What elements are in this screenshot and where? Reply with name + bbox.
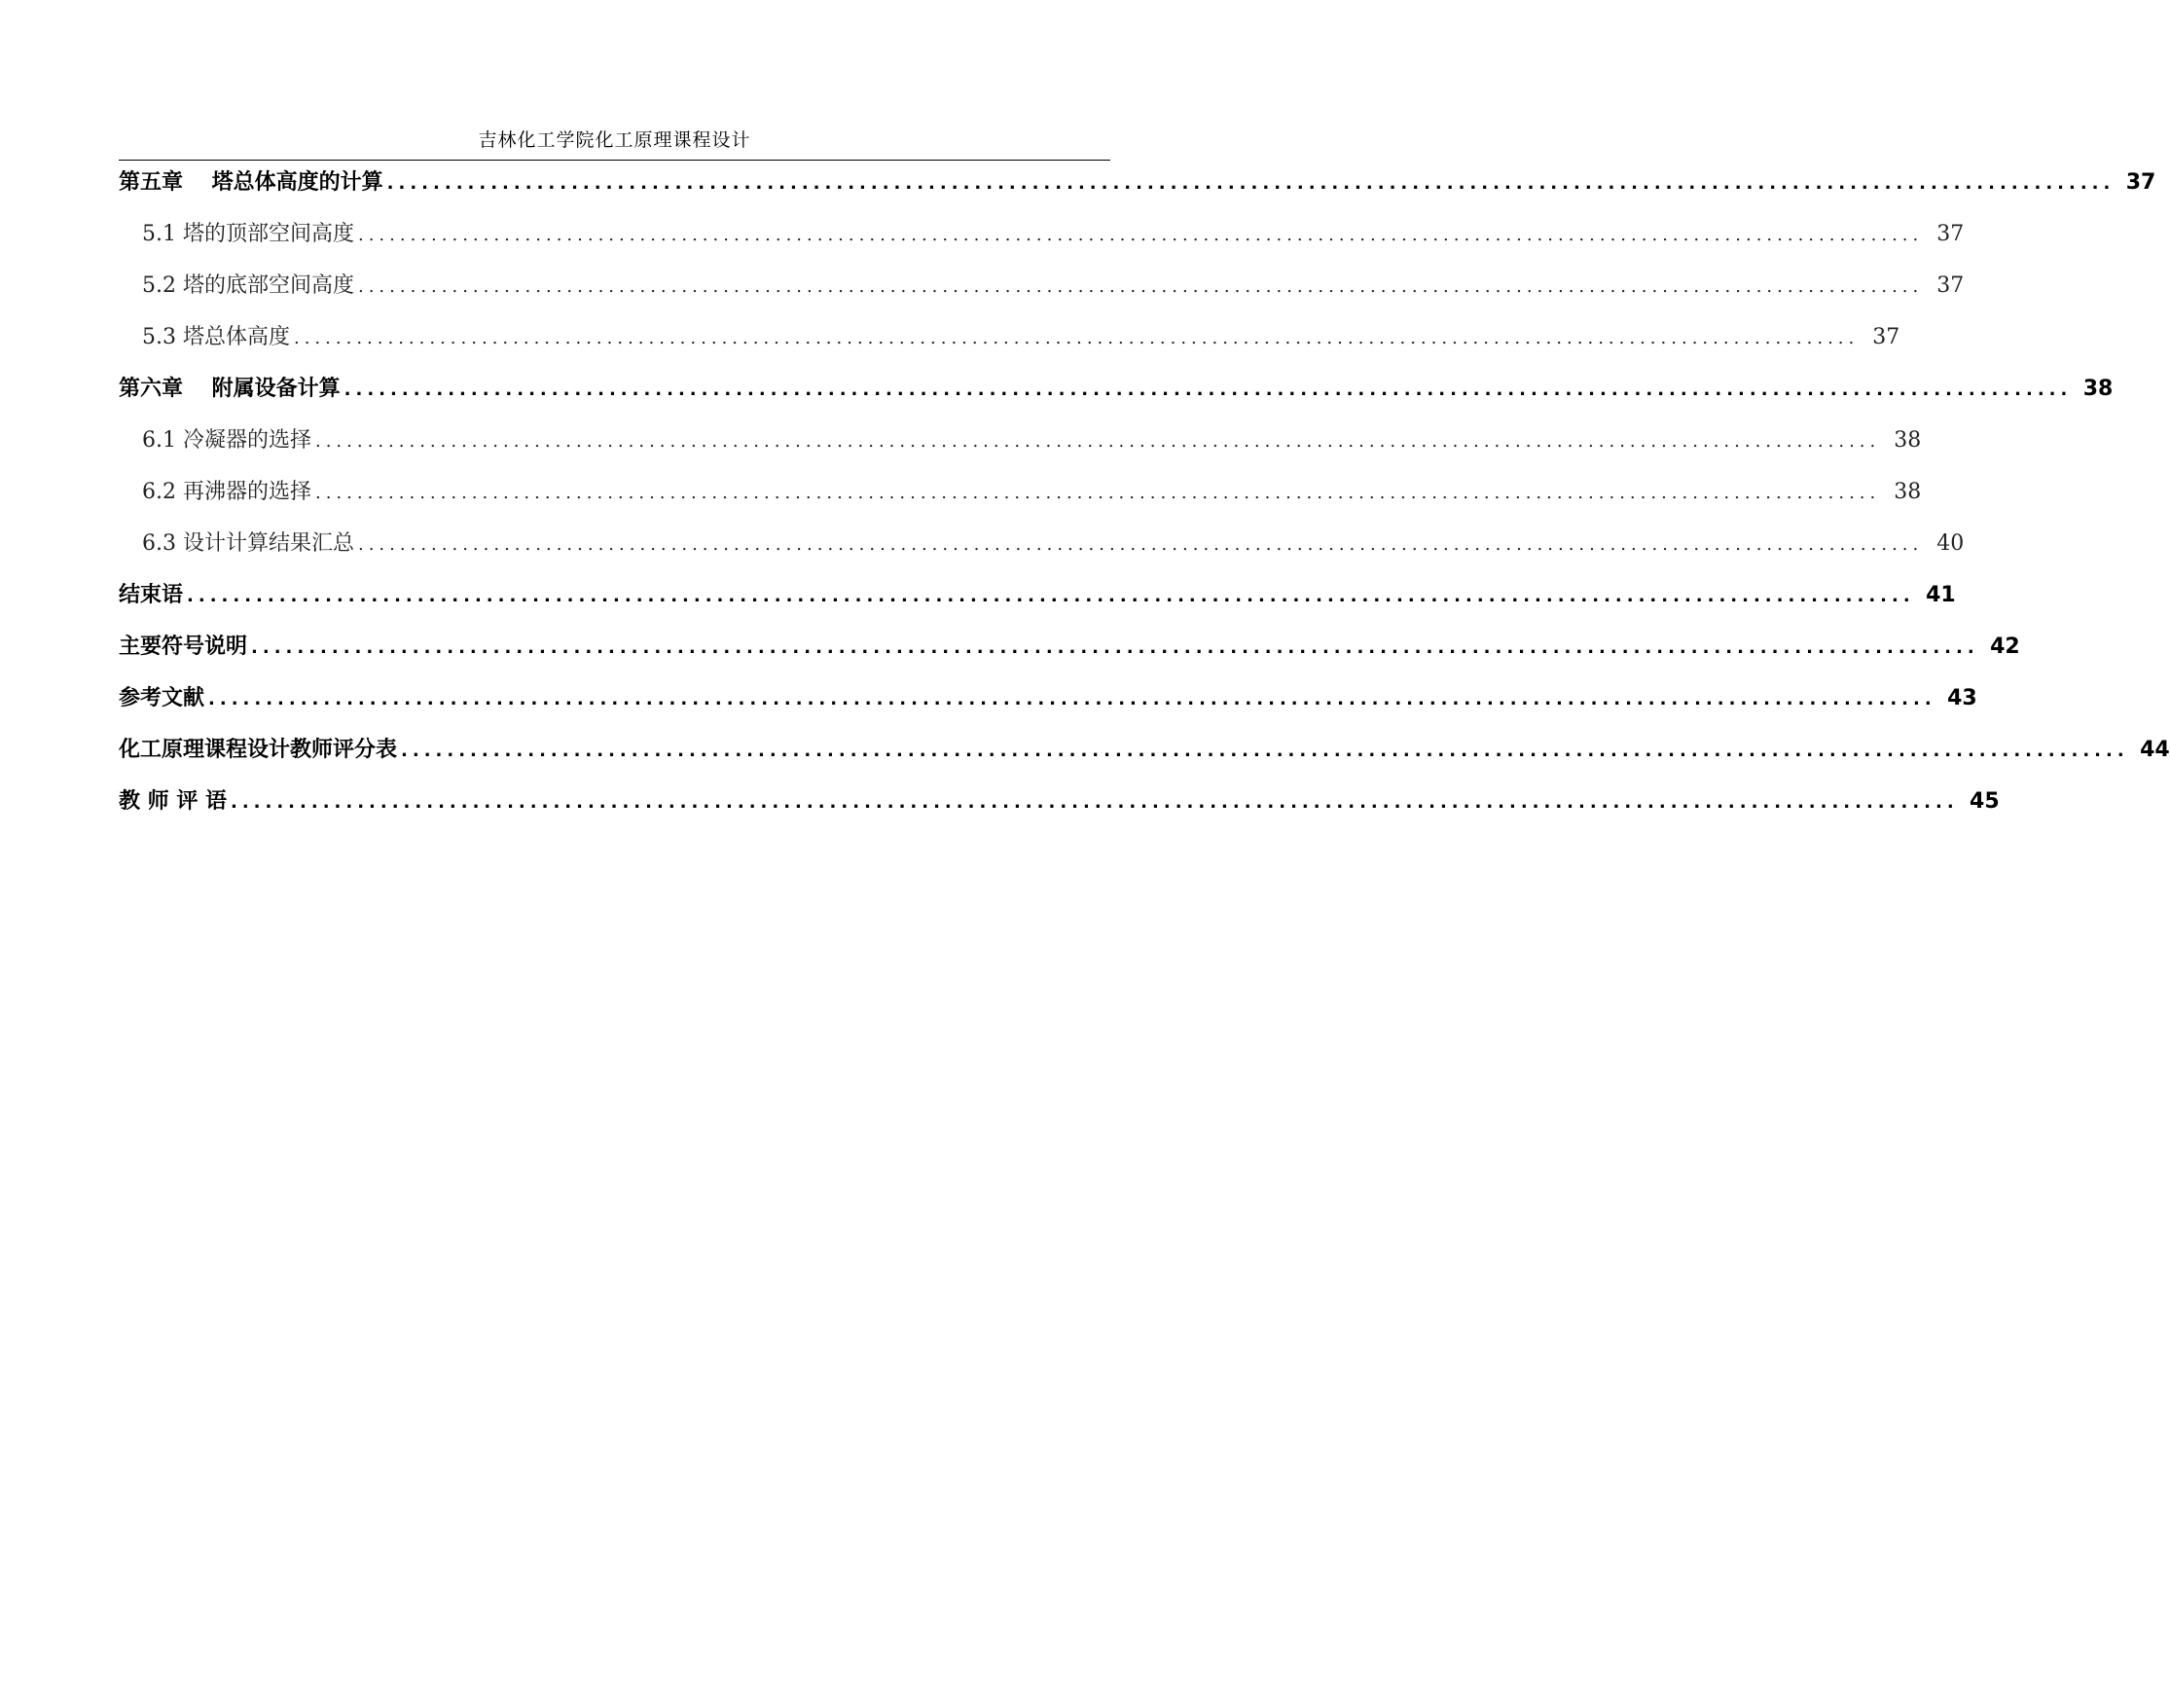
- toc-entry-grading-sheet[interactable]: [119, 724, 2170, 776]
- toc-dot-leader: ......................................................................................................................................................: [357, 534, 1924, 555]
- toc-dot-leader: ......................................................................................................................................................: [251, 637, 1979, 658]
- toc-page-number: 38: [1894, 480, 1922, 504]
- toc-entry-6-1[interactable]: [119, 415, 1922, 466]
- toc-entry-5-2[interactable]: [119, 260, 1965, 311]
- toc-page-number: 37: [1936, 273, 1965, 298]
- toc-dot-leader: ......................................................................................................................................................: [208, 689, 1936, 709]
- toc-page-number: 43: [1947, 686, 1977, 710]
- page-header: [119, 127, 1110, 161]
- toc-dot-leader: ......................................................................................................................................................: [401, 741, 2129, 761]
- toc-entry-symbols[interactable]: [119, 621, 2020, 672]
- toc-entry-5-1[interactable]: [119, 208, 1965, 260]
- toc-entry-references[interactable]: [119, 672, 1977, 724]
- toc-entry-title: 参考文献: [119, 686, 205, 710]
- toc-page-number: 42: [1990, 635, 2020, 659]
- header-title: 吉林化工学院化工原理课程设计: [478, 129, 751, 151]
- toc-page-number: 45: [1970, 789, 2000, 814]
- toc-entry-6-2[interactable]: [119, 466, 1922, 518]
- toc-entry-conclusion[interactable]: [119, 569, 1956, 621]
- toc-page-number: 38: [1894, 428, 1922, 453]
- toc-entry-title: 6.2 再沸器的选择: [142, 480, 311, 504]
- toc-page-number: 38: [2082, 377, 2114, 401]
- toc-dot-leader: ......................................................................................................................................................: [344, 380, 2073, 400]
- toc-dot-leader: ......................................................................................................................................................: [314, 431, 1881, 452]
- toc-entry-title: 5.1 塔的顶部空间高度: [142, 222, 354, 246]
- toc-entry-title: 第五章 塔总体高度的计算: [119, 170, 383, 195]
- table-of-contents: [119, 157, 2170, 827]
- toc-page-number: 37: [1872, 325, 1900, 349]
- toc-page-number: 44: [2140, 738, 2170, 762]
- toc-entry-5-3[interactable]: [119, 311, 1900, 363]
- toc-entry-title: 6.1 冷凝器的选择: [142, 428, 311, 453]
- toc-dot-leader: ......................................................................................................................................................: [187, 586, 1915, 606]
- toc-dot-leader: ......................................................................................................................................................: [230, 792, 1959, 813]
- toc-entry-teacher-comments[interactable]: [119, 776, 2000, 827]
- toc-dot-leader: ......................................................................................................................................................: [386, 173, 2116, 194]
- toc-entry-title: 教 师 评 语: [119, 789, 227, 814]
- toc-entry-chapter-5[interactable]: [119, 157, 2156, 208]
- toc-dot-leader: ......................................................................................................................................................: [357, 276, 1924, 297]
- toc-entry-chapter-6[interactable]: [119, 363, 2114, 415]
- toc-entry-title: 6.3 设计计算结果汇总: [142, 531, 354, 556]
- toc-dot-leader: ......................................................................................................................................................: [357, 225, 1924, 245]
- toc-dot-leader: ......................................................................................................................................................: [293, 328, 1860, 348]
- toc-entry-6-3[interactable]: [119, 518, 1965, 569]
- toc-page-number: 37: [2125, 170, 2156, 195]
- toc-entry-title: 主要符号说明: [119, 635, 248, 659]
- toc-entry-title: 结束语: [119, 583, 184, 607]
- toc-page-number: 37: [1936, 222, 1965, 246]
- toc-page-number: 41: [1926, 583, 1956, 607]
- toc-entry-title: 5.2 塔的底部空间高度: [142, 273, 354, 298]
- toc-entry-title: 5.3 塔总体高度: [142, 325, 290, 349]
- toc-dot-leader: ......................................................................................................................................................: [314, 483, 1881, 503]
- toc-page-number: 40: [1936, 531, 1965, 556]
- toc-entry-title: 第六章 附属设备计算: [119, 377, 341, 401]
- toc-entry-title: 化工原理课程设计教师评分表: [119, 738, 398, 762]
